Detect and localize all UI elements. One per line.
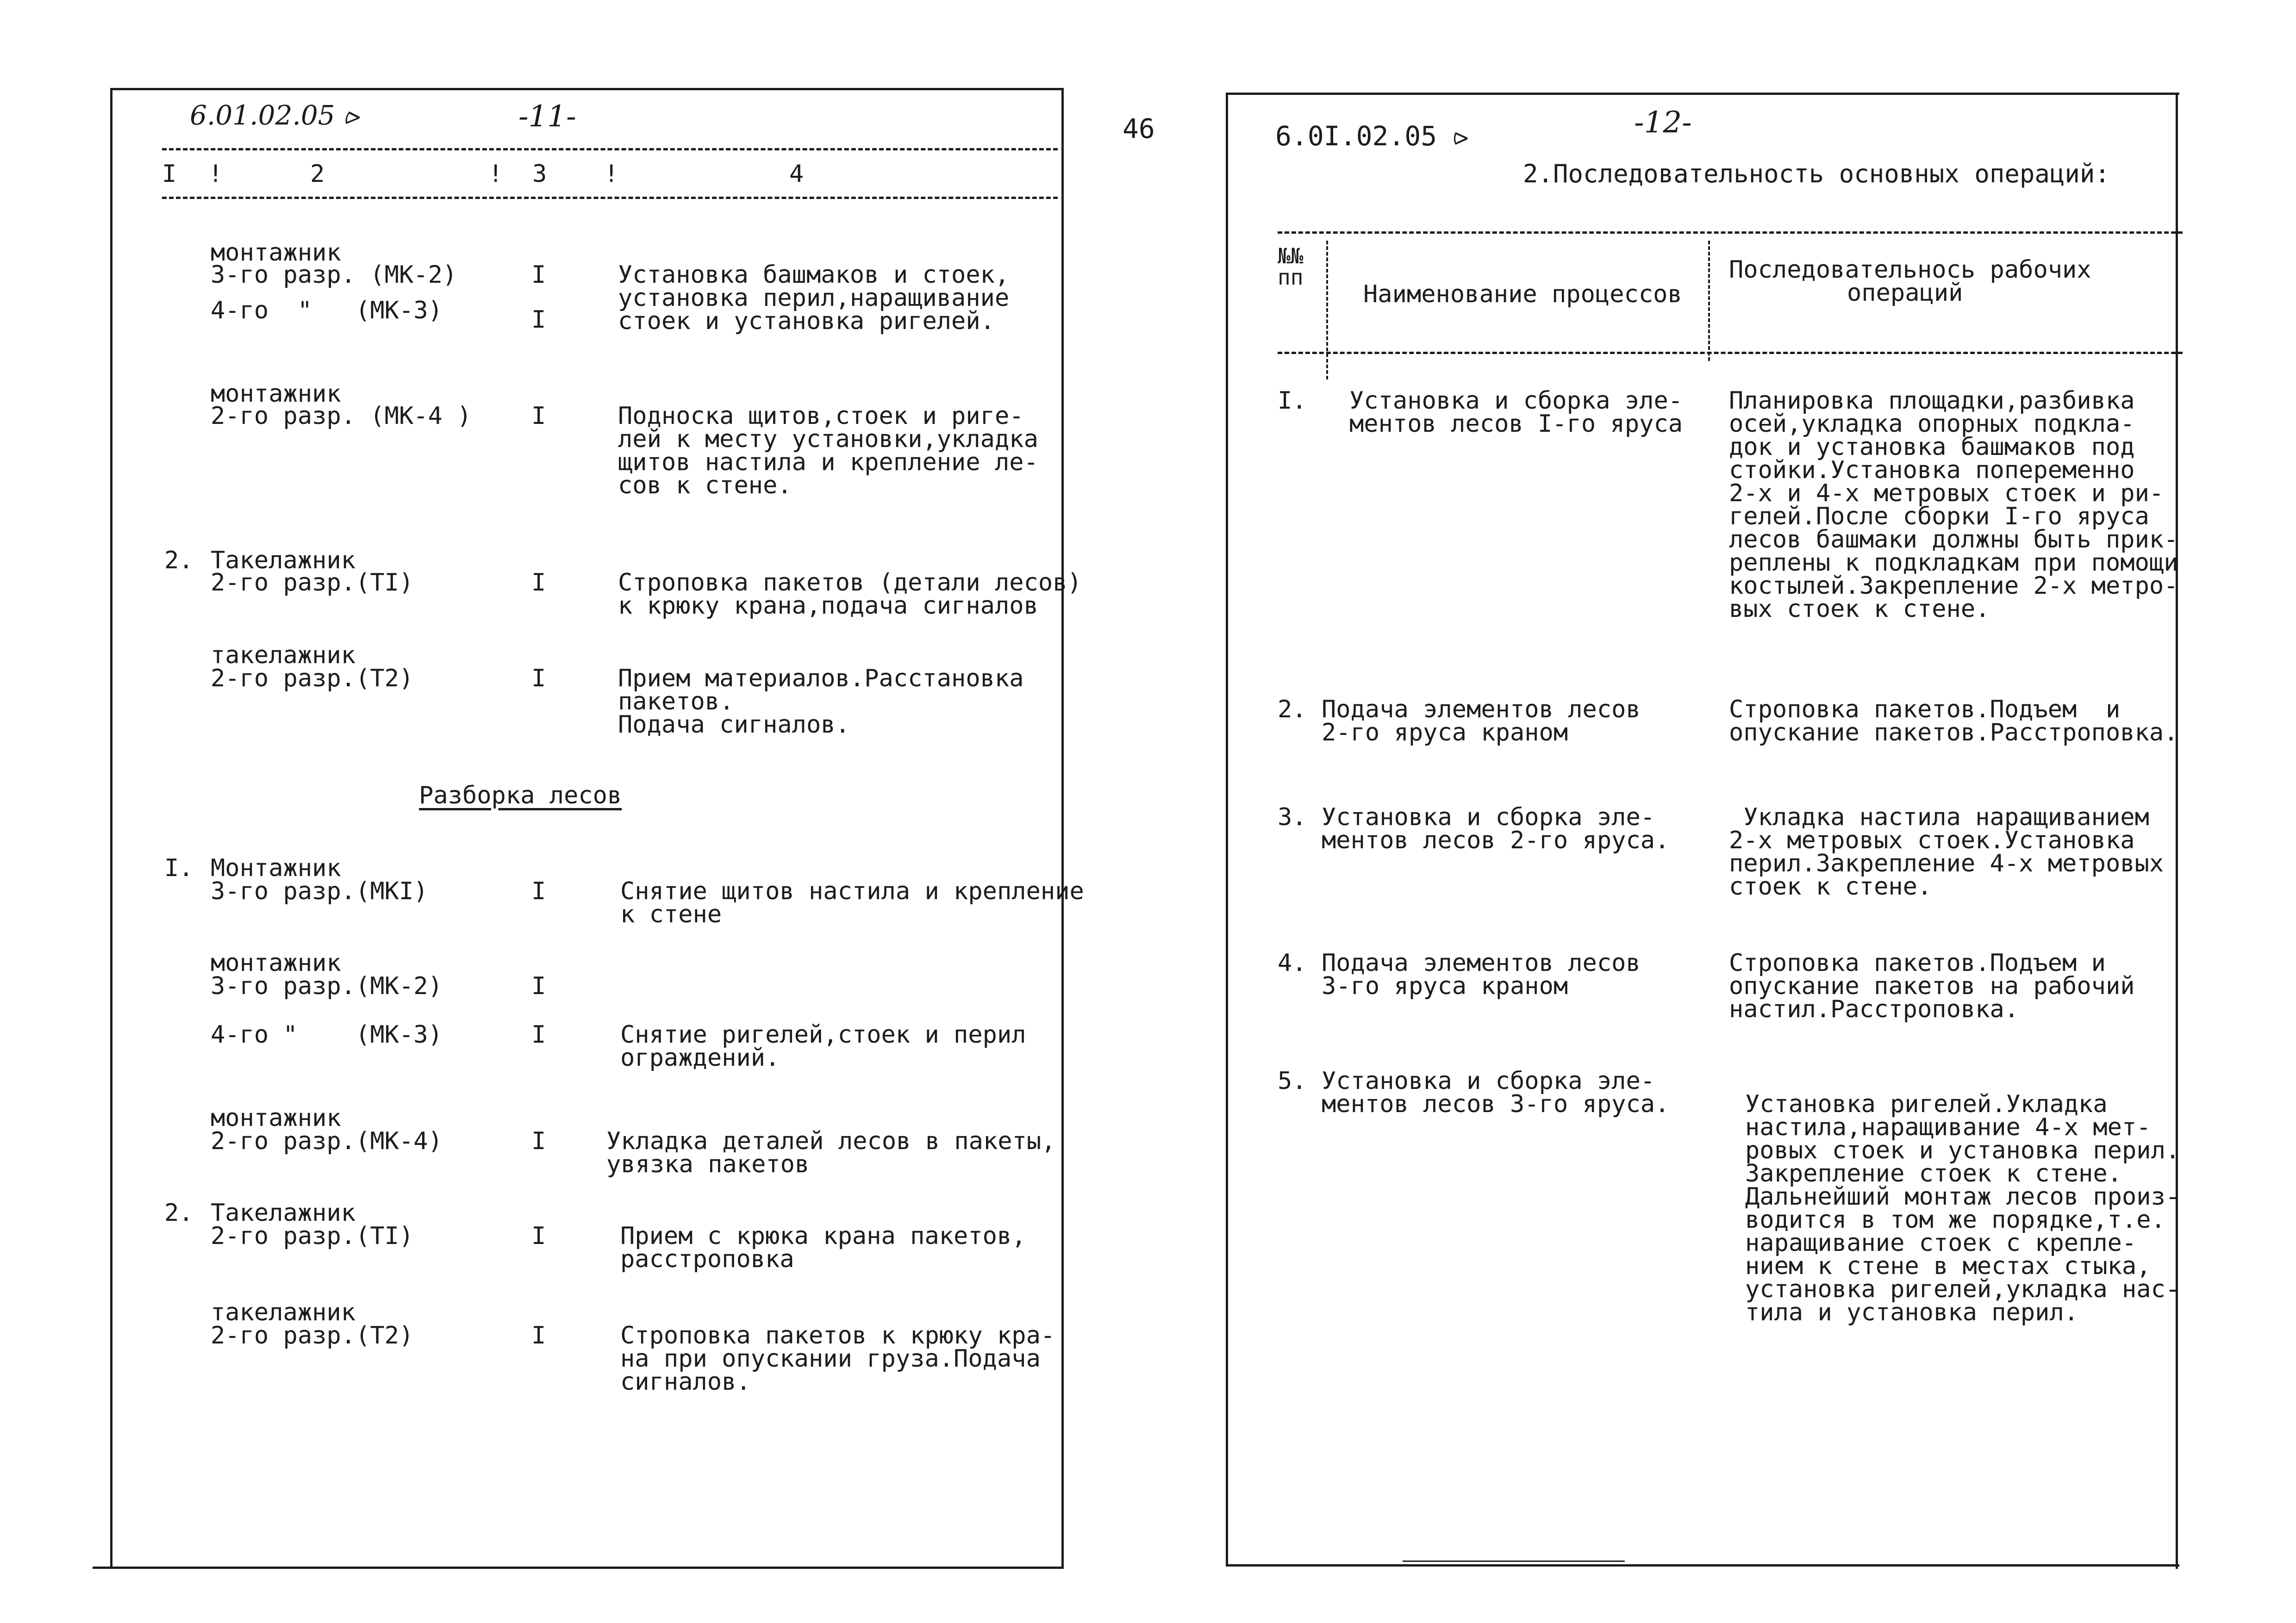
col-header-name: Наименование процессов xyxy=(1363,280,1682,308)
operation-line: настил.Расстроповка. xyxy=(1729,995,2019,1023)
col-header-seq: Последовательнось рабочих xyxy=(1729,256,2091,284)
operation-line: сов к стене. xyxy=(618,472,792,499)
left-doc-code: 6.01.02.05 ⪧ xyxy=(190,99,359,131)
operation-line: Укладка деталей лесов в пакеты, xyxy=(606,1127,1056,1155)
operation-line: сигналов. xyxy=(620,1368,751,1396)
row-number: 2. xyxy=(164,1199,193,1227)
operation-line: на при опускании груза.Подача xyxy=(620,1345,1041,1373)
col-header-3: 3 xyxy=(532,160,547,188)
col-sep-2: ! xyxy=(488,160,503,188)
col-header-2: 2 xyxy=(310,160,325,188)
quantity: I xyxy=(531,306,546,334)
process-line: Подача элементов лесов xyxy=(1322,696,1641,723)
quantity: I xyxy=(531,1127,546,1155)
process-line: Установка и сборка эле- xyxy=(1322,803,1655,831)
right-doc-code: 6.0I.02.05 ⪧ xyxy=(1275,120,1468,152)
row-number: I. xyxy=(1278,387,1307,415)
right-frame-bottom xyxy=(1226,1564,2179,1567)
operation-line: расстроповка xyxy=(620,1245,794,1273)
worker-line: монтажник xyxy=(211,1104,341,1132)
col-divider-2 xyxy=(1708,241,1710,361)
operation-line: Установка башмаков и стоек, xyxy=(618,261,1010,289)
operation-line: Подноска щитов,стоек и риге- xyxy=(618,402,1024,430)
operation-line: костылей.Закрепление 2-х метро- xyxy=(1729,572,2178,600)
operation-line: Установка ригелей.Укладка xyxy=(1745,1090,2108,1118)
operation-line: осей,укладка опорных подкла- xyxy=(1729,410,2135,438)
quantity: I xyxy=(531,1322,546,1349)
operation-line: Прием материалов.Расстановка xyxy=(618,665,1024,692)
worker-line: такелажник xyxy=(211,1299,356,1326)
operation-line: к крюку крана,подача сигналов xyxy=(618,592,1038,620)
col-sep-1: ! xyxy=(208,160,223,188)
section-title: Разборка лесов xyxy=(419,782,622,809)
operation-line: ограждений. xyxy=(620,1044,780,1072)
section-heading: 2.Последовательность основных операций: xyxy=(1523,159,2110,188)
worker-line: Такелажник xyxy=(211,1199,356,1227)
operation-line: установка ригелей,укладка нас- xyxy=(1745,1275,2180,1303)
operation-line: лесов башмаки должны быть прик- xyxy=(1729,526,2178,553)
operation-line: к стене xyxy=(620,901,722,928)
operation-line: Прием с крюка крана пакетов, xyxy=(620,1222,1026,1250)
worker-line: 3-го разр.(МК-2) xyxy=(211,972,443,1000)
row-number: 2. xyxy=(1278,696,1307,723)
operation-line: установка перил,наращивание xyxy=(618,284,1010,312)
operation-line: Укладка настила наращиванием xyxy=(1729,803,2149,831)
process-line: 3-го яруса краном xyxy=(1322,972,1568,1000)
col-header-num-2: пп xyxy=(1278,265,1304,290)
worker-line: Такелажник xyxy=(211,547,356,574)
table-header-top xyxy=(1278,231,2183,234)
operation-line: опускание пакетов на рабочий xyxy=(1729,972,2135,1000)
table-header-bottom xyxy=(1278,352,2183,354)
process-line: Подача элементов лесов xyxy=(1322,949,1641,977)
operation-line: Планировка площадки,разбивка xyxy=(1729,387,2135,415)
right-frame-left xyxy=(1226,93,1228,1567)
process-line: ментов лесов 2-го яруса. xyxy=(1322,827,1670,854)
worker-line: монтажник xyxy=(211,949,341,977)
row-number: 2. xyxy=(164,547,193,574)
row-number: I. xyxy=(164,854,193,882)
quantity: I xyxy=(531,261,546,289)
worker-line: 4-го " (МК-3) xyxy=(211,297,443,324)
worker-line: 3-го разр. (МК-2) xyxy=(211,261,457,289)
row-number: 5. xyxy=(1278,1067,1307,1095)
operation-line: Строповка пакетов.Подъем и xyxy=(1729,949,2106,977)
operation-line: наращивание стоек с крепле- xyxy=(1745,1229,2137,1257)
process-line: Установка и сборка эле- xyxy=(1349,387,1683,415)
col-sep-3: ! xyxy=(604,160,619,188)
quantity: I xyxy=(531,877,546,905)
operation-line: Подача сигналов. xyxy=(618,711,850,739)
process-line: 2-го яруса краном xyxy=(1322,719,1568,746)
worker-line: 3-го разр.(МКI) xyxy=(211,877,428,905)
operation-line: Снятие ригелей,стоек и перил xyxy=(620,1021,1026,1049)
worker-line: монтажник xyxy=(211,380,341,408)
worker-line: 2-го разр.(МК-4) xyxy=(211,1127,443,1155)
worker-line: такелажник xyxy=(211,641,356,669)
worker-line: 2-го разр.(ТI) xyxy=(211,569,414,597)
col-divider-3 xyxy=(2176,236,2177,356)
left-page-number: -11- xyxy=(518,99,576,134)
col-header-num: №№ xyxy=(1278,243,1304,268)
quantity: I xyxy=(531,569,546,597)
quantity: I xyxy=(531,665,546,692)
worker-line: 2-го разр. (МК-4 ) xyxy=(211,402,472,430)
right-frame-top xyxy=(1226,93,2179,95)
quantity: I xyxy=(531,972,546,1000)
operation-line: нием к стене в местах стыка, xyxy=(1745,1252,2151,1280)
operation-line: водится в том же порядке,т.е. xyxy=(1745,1206,2165,1234)
worker-line: 2-го разр.(Т2) xyxy=(211,665,414,692)
quantity: I xyxy=(531,402,546,430)
operation-line: Дальнейший монтаж лесов произ- xyxy=(1745,1183,2180,1211)
operation-line: стойки.Установка попеременно xyxy=(1729,456,2135,484)
worker-line: 4-го " (МК-3) xyxy=(211,1021,443,1049)
operation-line: реплены к подкладкам при помощи xyxy=(1729,549,2178,577)
operation-line: лей к месту установки,укладка xyxy=(618,425,1038,453)
quantity: I xyxy=(531,1222,546,1250)
operation-line: пакетов. xyxy=(618,688,734,715)
process-line: ментов лесов 3-го яруса. xyxy=(1322,1090,1670,1118)
worker-line: 2-го разр.(Т2) xyxy=(211,1322,414,1349)
operation-line: Снятие щитов настила и крепление xyxy=(620,877,1084,905)
row-number: 4. xyxy=(1278,949,1307,977)
col-header-seq-2: операций xyxy=(1847,279,1963,307)
operation-line: Строповка пакетов (детали лесов) xyxy=(618,569,1082,597)
operation-line: стоек и установка ригелей. xyxy=(618,307,995,335)
col-divider-1 xyxy=(1326,241,1328,379)
operation-line: тила и установка перил. xyxy=(1745,1299,2079,1326)
operation-line: док и установка башмаков под xyxy=(1729,433,2135,461)
operation-line: гелей.После сборки I-го яруса xyxy=(1729,503,2149,530)
operation-line: Закрепление стоек к стене. xyxy=(1745,1160,2122,1188)
process-line: ментов лесов I-го яруса xyxy=(1349,410,1683,438)
operation-line: настила,наращивание 4-х мет- xyxy=(1745,1113,2151,1141)
operation-line: 2-х метровых стоек.Установка xyxy=(1729,827,2135,854)
worker-line: 2-го разр.(ТI) xyxy=(211,1222,414,1250)
quantity: I xyxy=(531,1021,546,1049)
operation-line: стоек к стене. xyxy=(1729,873,1932,901)
right-page-number: -12- xyxy=(1634,106,1692,140)
operation-line: увязка пакетов xyxy=(606,1150,810,1178)
operation-line: Строповка пакетов к крюку кра- xyxy=(620,1322,1055,1349)
operation-line: щитов настила и крепление ле- xyxy=(618,448,1038,476)
operation-line: Строповка пакетов.Подъем и xyxy=(1729,696,2121,723)
operation-line: ровых стоек и установка перил. xyxy=(1745,1137,2180,1164)
col-header-4: 4 xyxy=(789,160,804,188)
worker-line: Монтажник xyxy=(211,854,341,882)
process-line: Установка и сборка эле- xyxy=(1322,1067,1655,1095)
operation-line: 2-х и 4-х метровых стоек и ри- xyxy=(1729,479,2164,507)
scan-page-number: 46 xyxy=(1123,113,1155,144)
worker-line: монтажник xyxy=(211,239,341,267)
col-header-1: I xyxy=(162,160,177,188)
operation-line: вых стоек к стене. xyxy=(1729,595,1990,623)
operation-line: опускание пакетов.Расстроповка. xyxy=(1729,719,2178,746)
operation-line: перил.Закрепление 4-х метровых xyxy=(1729,850,2164,877)
right-frame-bottom-mark xyxy=(1403,1561,1625,1562)
row-number: 3. xyxy=(1278,803,1307,831)
